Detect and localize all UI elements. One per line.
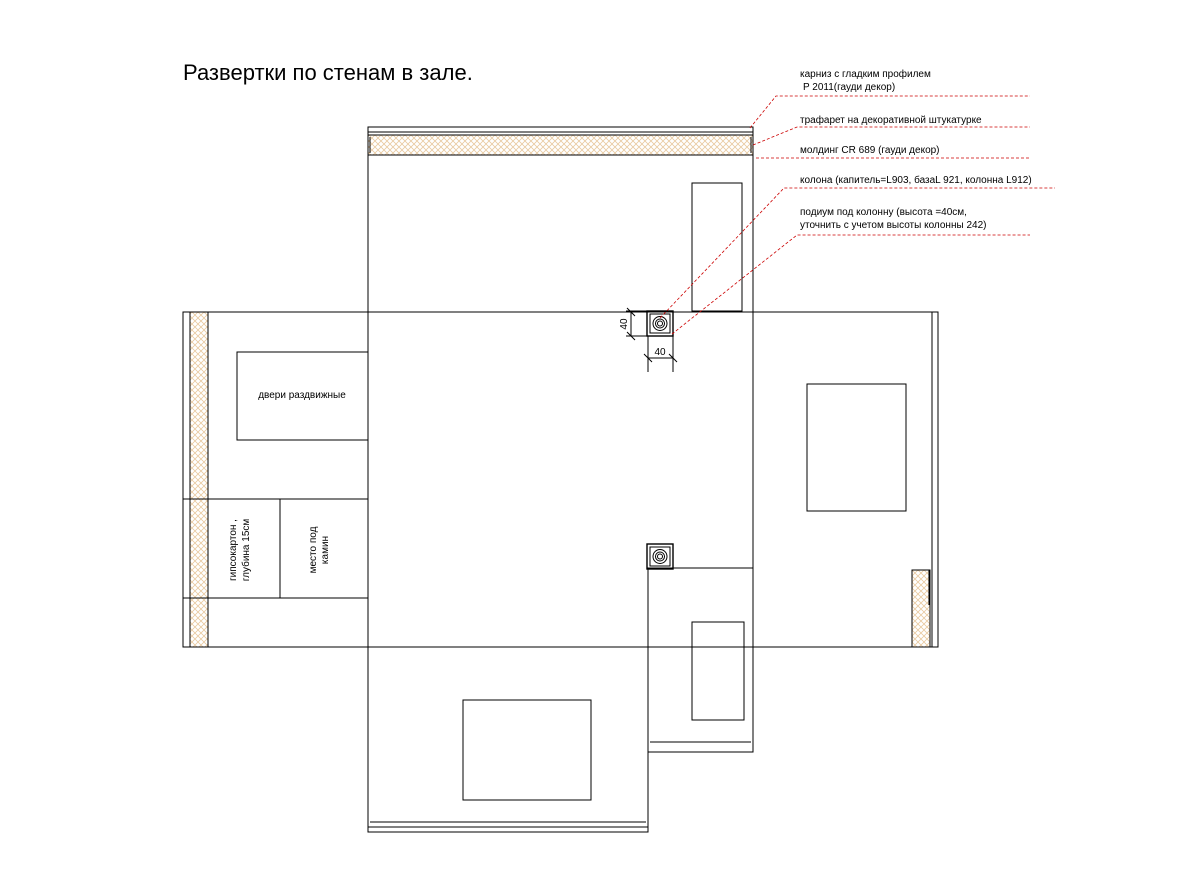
bottom-wall — [368, 647, 648, 832]
leader-column — [660, 188, 1055, 318]
label-drywall-line1: гипсокартон , — [228, 519, 239, 581]
column-top — [647, 311, 673, 336]
top-wall — [368, 127, 753, 312]
note-stencil: трафарет на декоративной штукатурке — [800, 115, 982, 126]
window-top — [692, 183, 742, 311]
note-podium-line2: уточнить с учетом высоты колонны 242) — [800, 220, 987, 231]
label-sliding-doors: двери раздвижные — [258, 390, 346, 401]
leader-podium — [672, 235, 1030, 334]
bay-extension — [648, 568, 753, 752]
leader-stencil — [753, 127, 1030, 145]
right-wall — [753, 312, 938, 647]
note-column: колона (капитель=L903, базаL 921, колонна L912) — [800, 175, 1032, 186]
left-wall — [183, 312, 368, 647]
note-podium-line1: подиум под колонну (высота =40см, — [800, 207, 967, 218]
cornice-hatch-top — [368, 135, 753, 155]
cornice-hatch-right — [912, 570, 930, 647]
page-title: Развертки по стенам в зале. — [183, 60, 473, 85]
note-molding: молдинг CR 689 (гауди декор) — [800, 145, 940, 156]
cornice-hatch-left — [190, 312, 208, 647]
window-bay — [692, 622, 744, 720]
leader-cornice — [750, 96, 1030, 128]
label-drywall-line2: глубина 15см — [241, 518, 252, 582]
floor-plan — [368, 312, 753, 647]
window-bottom — [463, 700, 591, 800]
column-bottom — [647, 544, 673, 569]
label-fireplace-line1: место под — [308, 526, 319, 574]
label-fireplace-line2: камин — [320, 535, 331, 565]
window-right — [807, 384, 906, 511]
dimension-horizontal-value: 40 — [654, 347, 666, 358]
note-cornice-line2: P 2011(гауди декор) — [803, 82, 896, 93]
dimension-vertical-value: 40 — [619, 318, 630, 330]
note-cornice-line1: карниз с гладким профилем — [800, 69, 931, 80]
